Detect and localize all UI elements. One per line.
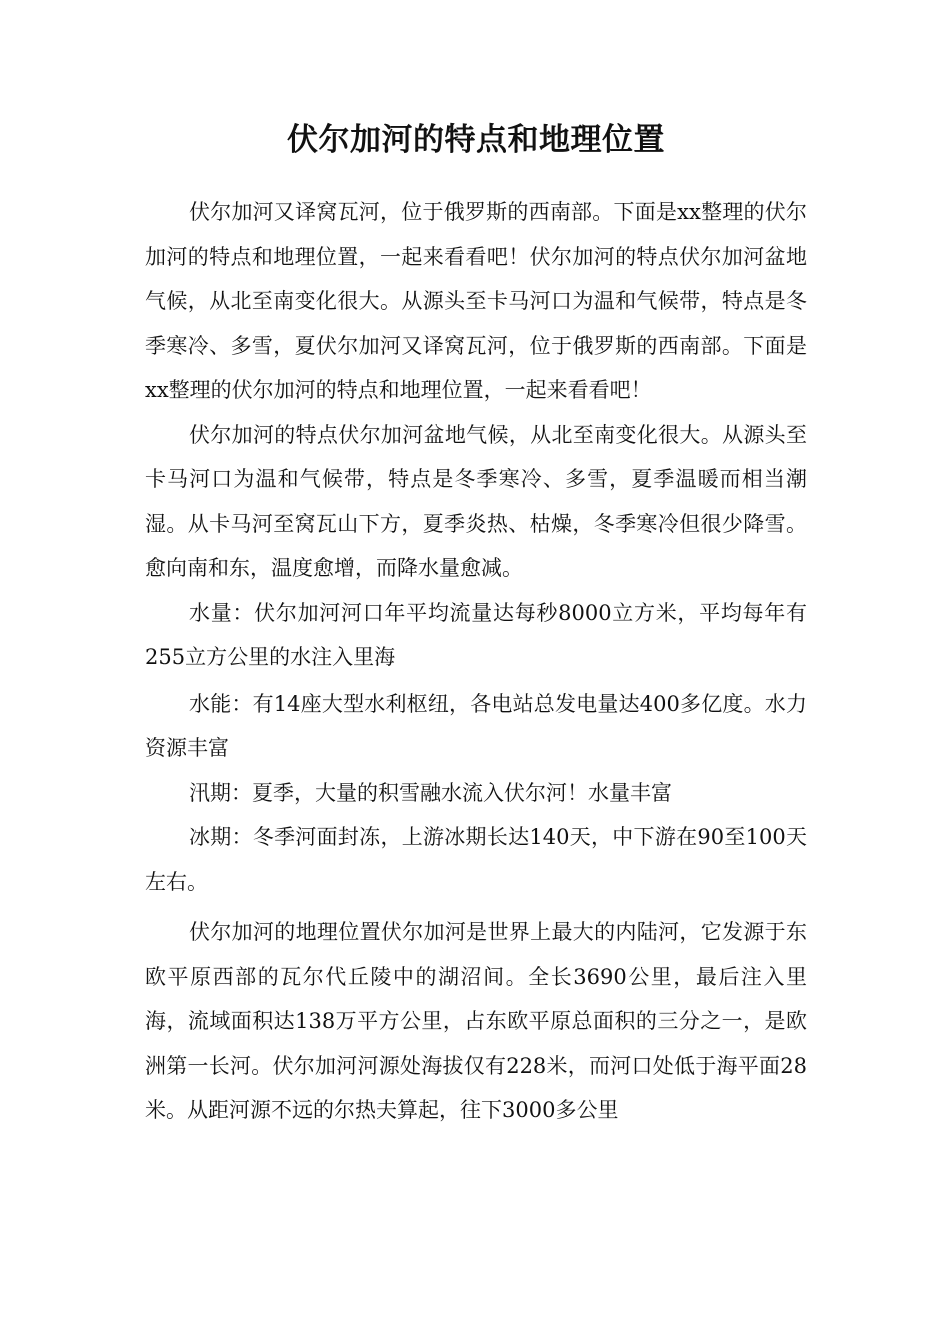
paragraph-flood-season: 汛期：夏季，大量的积雪融水流入伏尔河！水量丰富: [189, 780, 672, 805]
paragraph-hydropower: 水能：有14座大型水利枢纽，各电站总发电量达400多亿度。水力资源丰富: [145, 691, 807, 760]
paragraph-ice-period: 冰期：冬季河面封冻，上游冰期长达140天，中下游在90至100天左右。: [145, 825, 807, 894]
paragraph-intro: 伏尔加河又译窝瓦河，位于俄罗斯的西南部。下面是xx整理的伏尔加河的特点和地理位置，一起来看看吧！伏尔加河的特点伏尔加河盆地气候，从北至南变化很大。从源头至卡马河口为温和气候带，特点是冬季寒冷、多雪，夏伏尔加河又译窝瓦河，位于俄罗斯的西南部。下面是xx整理的伏尔加河的特点和地理位置，一起来看看吧！: [145, 200, 807, 402]
paragraph-water-volume: 水量：伏尔加河河口年平均流量达每秒8000立方米，平均每年有255立方公里的水注入里海: [145, 600, 807, 669]
paragraph-features: 伏尔加河的特点伏尔加河盆地气候，从北至南变化很大。从源头至卡马河口为温和气候带，特点是冬季寒冷、多雪，夏季温暖而相当潮湿。从卡马河至窝瓦山下方，夏季炎热、枯燥，冬季寒冷但很少降雪。愈向南和东，温度愈增，而降水量愈减。: [145, 422, 807, 580]
document-title: 伏尔加河的特点和地理位置: [287, 122, 665, 158]
paragraph-geography: 伏尔加河的地理位置伏尔加河是世界上最大的内陆河，它发源于东欧平原西部的瓦尔代丘陵中的湖沼间。全长3690公里，最后注入里海，流域面积达138万平方公里，占东欧平原总面积的三分之一，是欧洲第一长河。伏尔加河河源处海拔仅有228米，而河口处低于海平面28米。从距河源不远的尔热夫算起，往下3000多公里: [145, 920, 807, 1122]
document-body: [145, 118, 807, 1133]
